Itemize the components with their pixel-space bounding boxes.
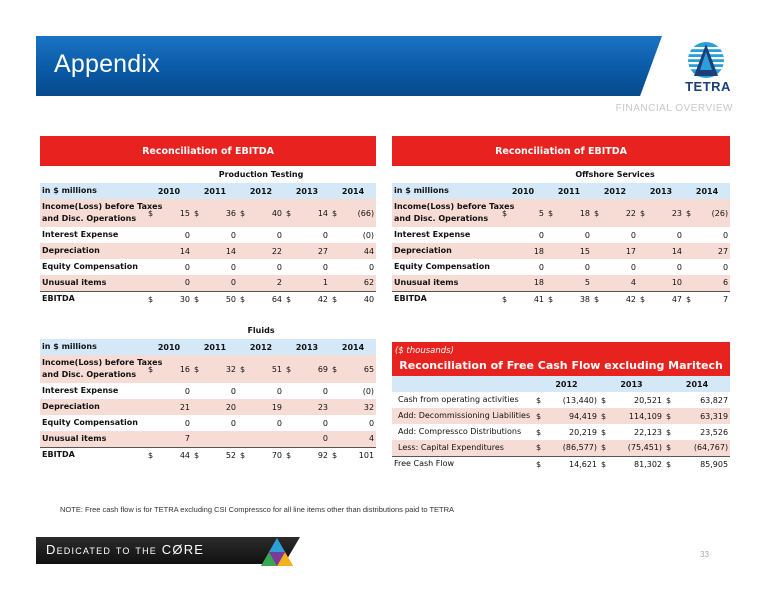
table-row: Unusual items 7 0 4 [40, 431, 376, 447]
year-header: 2010 [146, 339, 192, 355]
year-header: 2013 [599, 376, 664, 392]
table-row: Less: Capital Expenditures $ (86,577) $ (75,451) $ (64,767) [392, 440, 730, 456]
year-header: 2011 [546, 183, 592, 199]
unit-label: in $ millions [392, 183, 500, 199]
table-row: EBITDA $ 30 $ 50 $ 64 $ 42 $ 40 [40, 291, 376, 307]
footer-tagline: Dedicated to the CØRE [46, 542, 205, 557]
year-header: 2012 [238, 339, 284, 355]
table-title: Reconciliation of Free Cash Flow excluding Maritech [392, 342, 730, 376]
table-row: Interest Expense 0 0 0 0 (0) [40, 383, 376, 399]
table-row: Interest Expense 0 0 0 0 0 [392, 227, 730, 243]
year-header: 2013 [284, 339, 330, 355]
page-number: 33 [700, 550, 709, 559]
table-row: Income(Loss) before Taxes and Disc. Operations $ 16 $ 32 $ 51 $ 69 $ 65 [40, 355, 376, 383]
unit-label: in $ millions [40, 183, 146, 199]
table-row: Income(Loss) before Taxes and Disc. Operations $ 5 $ 18 $ 22 $ 23 $ (26) [392, 199, 730, 227]
table-row: EBITDA $ 41 $ 38 $ 42 $ 47 $ 7 [392, 291, 730, 307]
row-label: Income(Loss) before Taxes and Disc. Operations [40, 355, 146, 383]
year-header: 2014 [330, 183, 376, 199]
page-title: Appendix [54, 50, 160, 78]
table-row: Cash from operating activities $ (13,440) $ 20,521 $ 63,827 [392, 392, 730, 408]
year-header: 2011 [192, 339, 238, 355]
free-cash-flow-table [392, 342, 730, 472]
table-row: Depreciation 21 20 19 23 32 [40, 399, 376, 415]
logo-wordmark: TETRA [685, 79, 731, 94]
year-header: 2012 [238, 183, 284, 199]
table-title: Reconciliation of EBITDA [392, 136, 730, 166]
offshore-services-table [392, 136, 730, 307]
row-label: Income(Loss) before Taxes and Disc. Operations [40, 199, 146, 227]
table-row: Depreciation 14 14 22 27 44 [40, 243, 376, 259]
year-header: 2013 [638, 183, 684, 199]
table-row: Interest Expense 0 0 0 0 (0) [40, 227, 376, 243]
footnote: NOTE: Free cash flow is for TETRA excluding CSI Compressco for all line items other than distributions paid to TETRA [60, 505, 455, 514]
year-header: 2013 [284, 183, 330, 199]
table-row: Free Cash Flow $ 14,621 $ 81,302 $ 85,905 [392, 456, 730, 472]
segment-name: Production Testing [146, 166, 376, 183]
table-row: Unusual items 18 5 4 10 6 [392, 275, 730, 291]
production-testing-table [40, 136, 376, 307]
section-tag: FINANCIAL OVERVIEW [615, 103, 733, 114]
table-row: Equity Compensation 0 0 0 0 0 [40, 415, 376, 431]
year-header: 2010 [500, 183, 546, 199]
year-header: 2014 [664, 376, 730, 392]
fluids-table [40, 322, 376, 463]
year-header: 2014 [684, 183, 730, 199]
table-row: Add: Compressco Distributions $ 20,219 $ 22,123 $ 23,526 [392, 424, 730, 440]
table-row: Depreciation 18 15 17 14 27 [392, 243, 730, 259]
table-row: Income(Loss) before Taxes and Disc. Operations $ 15 $ 36 $ 40 $ 14 $ (66) [40, 199, 376, 227]
year-header: 2012 [592, 183, 638, 199]
table-row: Add: Decommissioning Liabilities $ 94,419 $ 114,109 $ 63,319 [392, 408, 730, 424]
fcf-unit-note: ($ thousands) [395, 346, 454, 356]
year-header: 2010 [146, 183, 192, 199]
year-header: 2012 [534, 376, 599, 392]
table-row: Equity Compensation 0 0 0 0 0 [392, 259, 730, 275]
table-row: Equity Compensation 0 0 0 0 0 [40, 259, 376, 275]
table-row: Unusual items 0 0 2 1 62 [40, 275, 376, 291]
year-header: 2014 [330, 339, 376, 355]
core-triangle-icon [260, 537, 294, 567]
unit-label: in $ millions [40, 339, 146, 355]
table-row: EBITDA $ 44 $ 52 $ 70 $ 92 $ 101 [40, 447, 376, 463]
table-title: Reconciliation of EBITDA [40, 136, 376, 166]
row-label: Income(Loss) before Taxes and Disc. Operations [392, 199, 500, 227]
year-header: 2011 [192, 183, 238, 199]
segment-name: Offshore Services [500, 166, 730, 183]
segment-name: Fluids [146, 322, 376, 339]
